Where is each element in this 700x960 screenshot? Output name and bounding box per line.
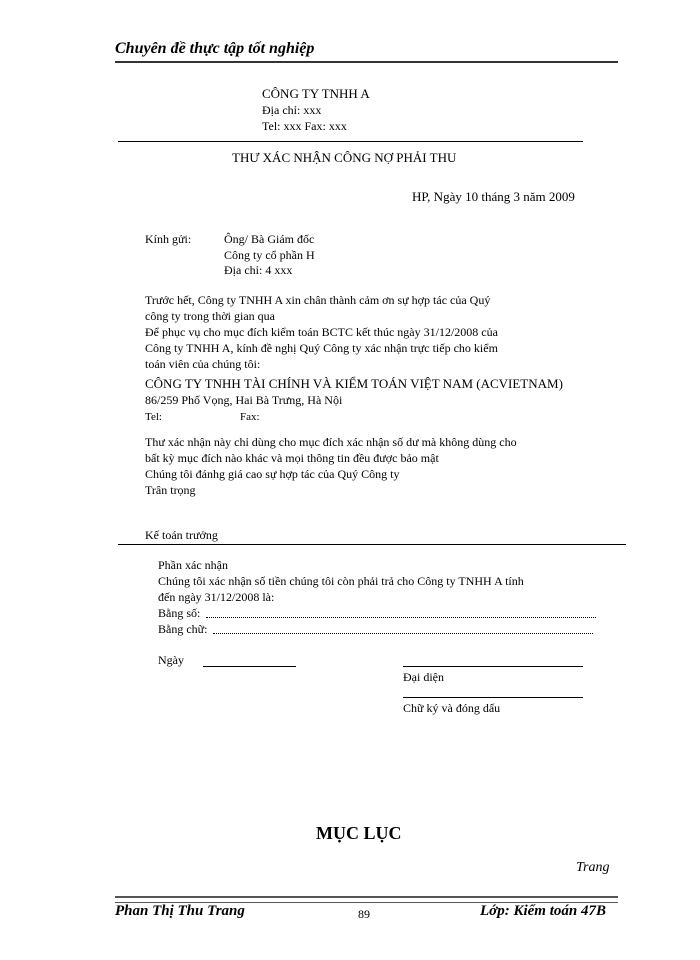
auditor-fax: Fax: bbox=[240, 411, 260, 423]
in-words-dotted-line bbox=[213, 633, 593, 634]
signer-rule bbox=[118, 544, 626, 545]
signer-label: Kế toán trưởng bbox=[145, 528, 218, 542]
header-rule bbox=[115, 61, 618, 63]
recipient-line: Công ty cổ phần H bbox=[224, 248, 315, 262]
date-label: Ngày bbox=[158, 653, 184, 667]
body-line: bất kỳ mục đích nào khác và mọi thông tin đều được bảo mật bbox=[145, 451, 439, 465]
body-line: Để phục vụ cho mục đích kiểm toán BCTC kết thúc ngày 31/12/2008 của bbox=[145, 325, 498, 339]
auditor-address: 86/259 Phố Vọng, Hai Bà Trưng, Hà Nội bbox=[145, 393, 343, 407]
representative-rule bbox=[403, 666, 583, 667]
body-line: Công ty TNHH A, kính đề nghị Quý Công ty xác nhận trực tiếp cho kiểm bbox=[145, 341, 498, 355]
confirm-title: Phần xác nhận bbox=[158, 558, 228, 572]
toc-page-label: Trang bbox=[576, 860, 610, 875]
footer-page-number: 89 bbox=[358, 907, 370, 921]
representative-label: Đại diện bbox=[403, 670, 444, 684]
letter-date: HP, Ngày 10 tháng 3 năm 2009 bbox=[412, 189, 575, 204]
recipient-label: Kính gửi: bbox=[145, 232, 192, 246]
letter-title: THƯ XÁC NHẬN CÔNG NỢ PHẢI THU bbox=[232, 150, 457, 165]
company-name: CÔNG TY TNHH A bbox=[262, 86, 370, 101]
body-line: toán viên của chúng tôi: bbox=[145, 357, 261, 371]
recipient-line: Ông/ Bà Giám đốc bbox=[224, 232, 315, 246]
in-words-label: Bằng chữ: bbox=[158, 622, 208, 636]
auditor-tel: Tel: bbox=[145, 411, 162, 423]
in-numbers-dotted-line bbox=[206, 617, 596, 618]
recipient-line: Địa chỉ: 4 xxx bbox=[224, 263, 293, 277]
company-contact: Tel: xxx Fax: xxx bbox=[262, 119, 347, 133]
signature-rule bbox=[403, 697, 583, 698]
auditor-name: CÔNG TY TNHH TÀI CHÍNH VÀ KIỂM TOÁN VIỆT NAM (ACVIETNAM) bbox=[145, 376, 563, 391]
body-line: Thư xác nhận này chỉ dùng cho mục đích xác nhận số dư mà không dùng cho bbox=[145, 435, 517, 449]
company-address: Địa chỉ: xxx bbox=[262, 103, 322, 117]
header-title: Chuyên đề thực tập tốt nghiệp bbox=[115, 40, 315, 57]
body-line: công ty trong thời gian qua bbox=[145, 309, 275, 323]
body-line: Trân trọng bbox=[145, 483, 196, 497]
footer-class: Lớp: Kiểm toán 47B bbox=[480, 903, 606, 919]
toc-title: MỤC LỤC bbox=[316, 823, 402, 843]
date-blank-line bbox=[203, 666, 296, 667]
confirm-line: đến ngày 31/12/2008 là: bbox=[158, 590, 275, 604]
company-rule bbox=[118, 141, 583, 142]
footer-author: Phan Thị Thu Trang bbox=[115, 903, 245, 919]
in-numbers-label: Bằng số: bbox=[158, 606, 201, 620]
confirm-line: Chúng tôi xác nhận số tiền chúng tôi còn phải trả cho Công ty TNHH A tính bbox=[158, 574, 524, 588]
body-line: Trước hết, Công ty TNHH A xin chân thành cảm ơn sự hợp tác của Quý bbox=[145, 293, 491, 307]
body-line: Chúng tôi đánhg giá cao sự hợp tác của Quý Công ty bbox=[145, 467, 400, 481]
footer-rule bbox=[115, 896, 618, 903]
signature-label: Chữ ký và đóng dấu bbox=[403, 701, 501, 715]
